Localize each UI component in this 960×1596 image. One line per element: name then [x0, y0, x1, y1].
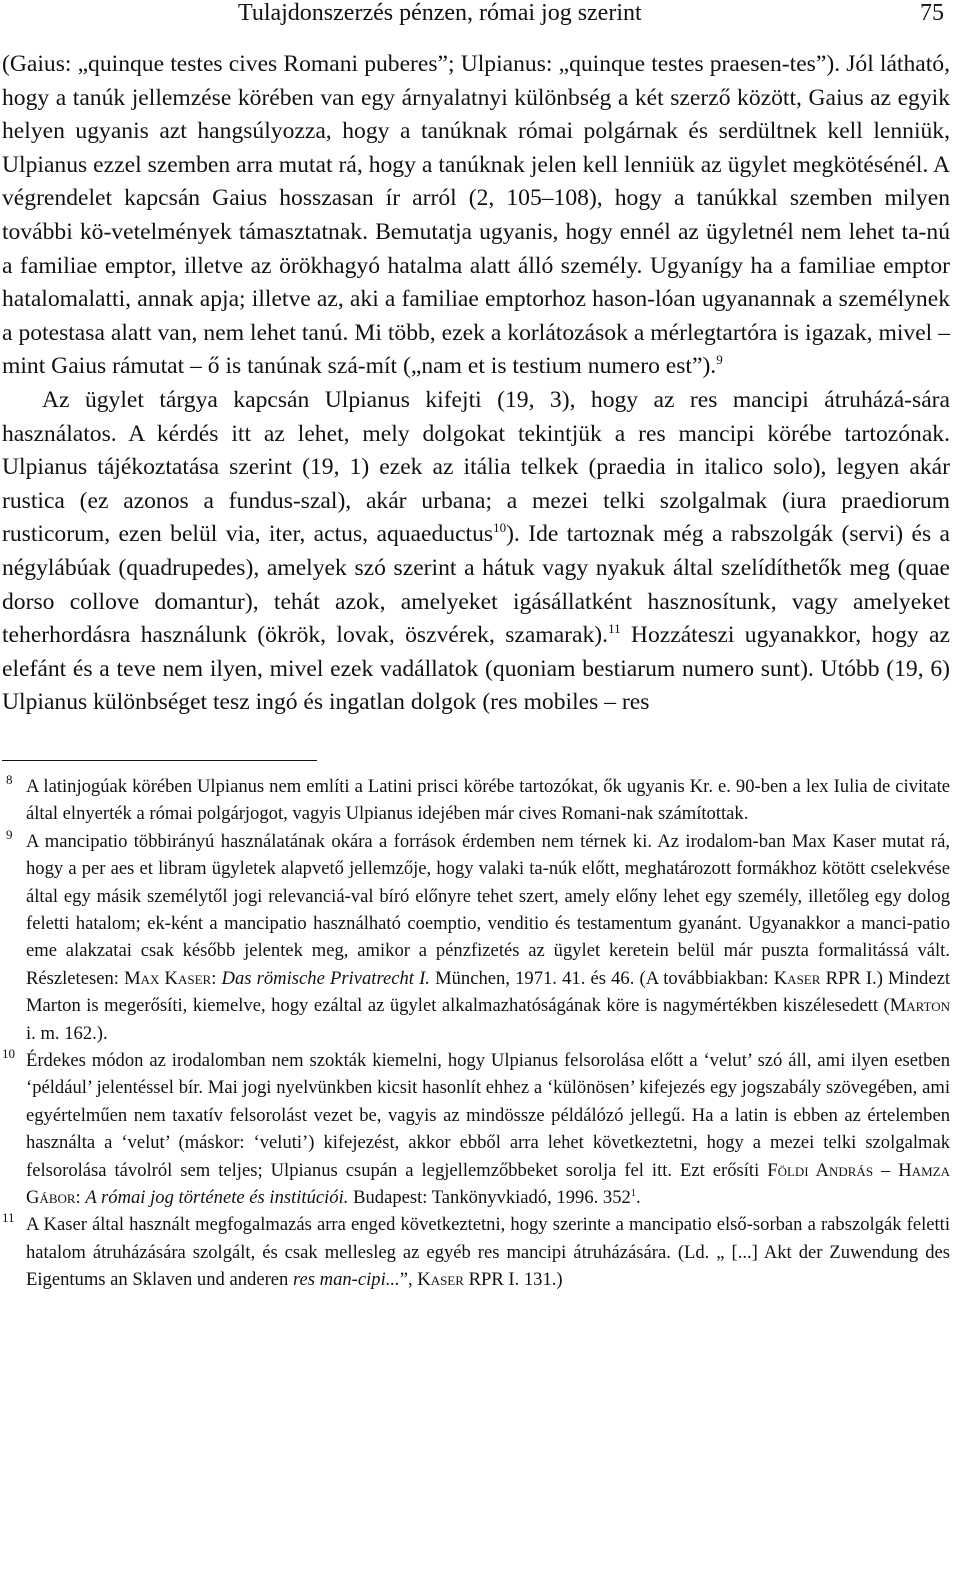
page-number: 75 — [920, 0, 944, 26]
author-name: Kaser — [417, 1269, 464, 1291]
running-title: Tulajdonszerzés pénzen, római jog szerint — [238, 0, 642, 26]
footnote-text: i. m. 162.). — [26, 1022, 108, 1044]
footnote-marker: 10 — [2, 1045, 15, 1061]
footnote-text: . — [635, 1186, 641, 1208]
footnote-marker: 11 — [2, 1210, 15, 1226]
footnote-marker: 9 — [6, 826, 13, 842]
footnote-marker: 8 — [6, 771, 13, 787]
footnotes — [2, 773, 950, 1294]
author-name: Kaser — [773, 967, 821, 989]
footnote-text: München, 1971. 41. és 46. (A továbbiakban: — [429, 967, 774, 989]
footnote-10 — [2, 1047, 950, 1211]
paragraph-1 — [2, 48, 950, 384]
paragraph-2-text-c: Hozzáteszi ugyanakkor, hogy az elefánt és a teve nem ilyen, mivel ezek vadállatok (quoniam bestiarum numero sunt). Utóbb (19, 6) Ulpianus különbséget tesz ingó és ingatlan dolgok (res mobiles – res — [2, 622, 950, 716]
author-name: Földi András – Hamza Gábor — [26, 1159, 950, 1208]
paragraph-2-text-a: Az ügylet tárgya kapcsán Ulpianus kifejti (19, 3), hogy az res mancipi átruházá-sára használatos. A kérdés itt az lehet, mely dolgokat tekintjük a res mancipi körébe tartozónak. Ulpianus tájékoztatása szerint (19, 1) ezek az itália telkek (praedia in italico solo), legyen akár rustica (ez azonos a fundus-szal), akár urbana; a mezei telki szolgalmak (iura praediorum rusticorum, ezen belül via, iter, actus, aquaeductus — [2, 386, 950, 548]
footnote-text: A latinjogúak körében Ulpianus nem említi a Latini prisci körébe tartozókat, ők ugyanis Kr. e. 90-ben a lex Iulia de civitate által elnyerték a római polgárjogot, vagyis Ulpianus idejében már cives Romani-nak számítottak. — [26, 775, 950, 825]
author-name: Marton — [889, 995, 950, 1017]
paragraph-2-text-b: ). Ide tartoznak még a rabszolgák (servi) és a négylábúak (quadrupedes), amelyek szó szerint a hátuk vagy nyakuk által szelídíthetők meg (quae dorso collove domantur), tehát azok, amelyeket igásállatként hasznosítunk, vagy amelyeket teherhordásra használunk (ökrök, lovak, öszvérek, szamarak). — [2, 521, 951, 649]
footnote-text: ”, — [399, 1269, 418, 1291]
footnote-text: RPR I. 131.) — [463, 1269, 563, 1291]
footnote-text: Budapest: Tankönyvkiadó, 1996. 352 — [348, 1186, 631, 1208]
footnote-text: A Kaser által használt megfogalmazás arra enged következtetni, hogy szerinte a mancipatio első-sorban a rabszolgák feletti hatalom átruházására szolgált, és csak mellesleg az egyéb res mancipi átruházására. (Ld. „ [...] Akt der Zuwendung des Eigentums an Sklaven und anderen — [26, 1214, 950, 1291]
footnote-11 — [2, 1211, 950, 1293]
footnote-8 — [2, 773, 950, 828]
main-text — [2, 48, 950, 720]
footnote-9 — [2, 828, 950, 1047]
book-title: Das römische Privatrecht I. — [221, 967, 430, 989]
italic-phrase: res man-cipi... — [292, 1269, 400, 1291]
paragraph-1-text: (Gaius: „quinque testes cives Romani puberes”; Ulpianus: „quinque testes praesen-tes”). Jól látható, hogy a tanúk jellemzése körében van egy árnyalatnyi különbség a két szerző között, Gaius az egyik helyen ugyanis azt hangsúlyozza, hogy a tanúknak római polgárnak és serdültnek kell lenniük, Ulpianus ezzel szemben arra mutat rá, hogy a tanúknak jelen kell lenniük az ügylet megkötésénél. A végrendelet kapcsán Gaius hosszasan ír arról (2, 105–108), hogy a tanúkkal szemben milyen további kö-vetelmények támasztatnak. Bemutatja ugyanis, hogy ennél az ügyletnél nem lehet ta-nú a familiae emptor, illetve az örökhagyó hatalma alatt álló személy. Ugyanígy ha a familiae emptor hatalomalatti, annak apja; illetve az, aki a familiae emptorhoz hason-lóan ugyanannak a személynek a potestasa alatt van, nem lehet tanú. Mi több, ezek a korlátozások a mérlegtartóra is igazak, mivel – mint Gaius rámutat – ő is tanúnak szá-mít („nam et is testium numero est”). — [2, 51, 950, 380]
book-title: A római jog története és institúciói. — [85, 1186, 349, 1208]
author-name: Max Kaser — [124, 967, 212, 989]
footnote-text: RPR I.) Mindezt Marton is megerősíti, kiemelve, hogy ezáltal az ügylet alkalmazhatóságának köre is nagymértékben kiszélesedett ( — [26, 967, 951, 1017]
footnote-text: A mancipatio többirányú használatának okára a források érdemben nem térnek ki. Az irodalom-ban Max Kaser mutat rá, hogy a per aes et libram ügyletek alapvető jellemzője, hogy valaki ta-núk előtt, meghatározott formákhoz kötött cselekvése által egy másik személytől jogi relevanciá-val bíró előnyre tehet szert, amely előny lehet egy személy, illetőleg egy dolog feletti hatalom; ek-ként a mancipatio használható coemptio, venditio és testamentum gyanánt. Ugyanakkor a manci-patio eme alakzatai csak később jelentek meg, amikor a pénzfizetés az ügylet keretein belül már puszta formalitássá vált. Részletesen: — [26, 830, 950, 989]
footnote-ref-11: 11 — [608, 621, 621, 637]
separator: : — [75, 1186, 86, 1208]
running-head — [2, 0, 950, 48]
footnote-separator — [2, 760, 317, 761]
footnote-text: Érdekes módon az irodalomban nem szokták kiemelni, hogy Ulpianus felsorolása előtt a ‘velut’ szó áll, ami ilyen esetben ‘például’ jelentéssel bír. Mai jogi nyelvünkben kicsit hasonlít ehhez a ‘különösen’ kifejezés egy jogszabály szövegében, ami egyértelműen nem taxatív felsorolást vezet be, vagyis az mindössze példálózó jellegű. Ha a latin is ebben az értelemben használta a ‘velut’ (máskor: ‘veluti’) kifejezést, akkor ebből arra lehet következtetni, hogy a mezei telki szolgalmak felsorolása távolról sem teljes; Ulpianus csupán a legjellemzőbbeket sorolja fel itt. Ezt erősíti — [26, 1049, 950, 1181]
footnote-ref-9: 9 — [716, 352, 723, 368]
footnote-ref-10: 10 — [493, 520, 507, 536]
separator: : — [211, 967, 222, 989]
paragraph-2 — [2, 384, 950, 720]
superscript: 1 — [630, 1187, 636, 1199]
